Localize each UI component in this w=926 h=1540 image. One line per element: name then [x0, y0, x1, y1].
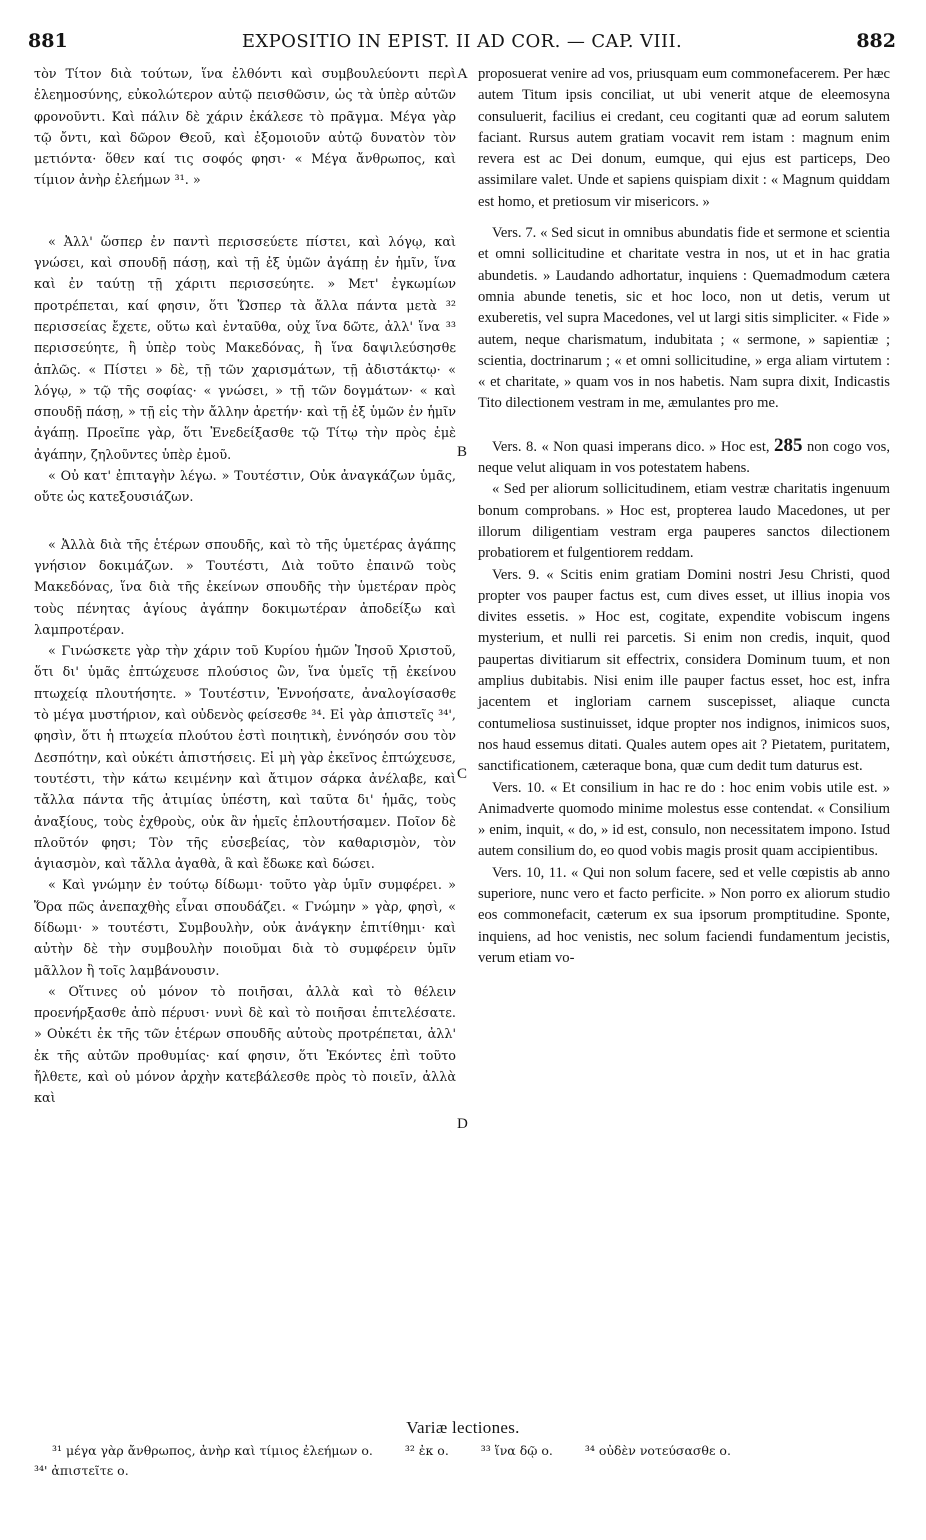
running-header: [28, 30, 896, 60]
latin-paragraph: proposuerat venire ad vos, priusquam eum commonefacerem. Per hæc autem Titum ipsis conciliat, ut ubi venerit atque de eleemosyna consuluerit, facilius ei credant, ceu cogitanti quæ ad eorum salutem faciant. Rursus autem gratiam vocavit rem istam : magnum enim revera est ac Dei donum, eumque, qui ejus est particeps, Deo assimilare valet. Unde et sapiens quispiam dixit : « Magnum quiddam est homo, et pretiosum vir misericors. »: [478, 66, 890, 210]
verse-label: Vers. 10.: [492, 779, 545, 796]
verse-label: Vers. 7.: [492, 225, 537, 242]
greek-paragraph: « Καὶ γνώμην ἐν τούτῳ δίδωμι· τοῦτο γὰρ ὑμῖν συμφέρει. » Ὅρα πῶς ἀνεπαχθὴς εἶναι σπουδάζει. « Γνώμην » γὰρ, φησὶ, « δίδωμι· » τουτέστι, Συμβουλὴν, οὐκ ἀνάγκην ἐπιτίθημι· καὶ αὐτὴν δὲ τὴν συμβουλὴν ποιοῦμαι διὰ τὸ συμφέρειν ὑμῖν μᾶλλον ἢ τοῖς λαμβάνουσιν.: [34, 878, 456, 979]
latin-column: [478, 64, 890, 969]
footnote: ³³ ἵνα δῷ ο.: [480, 1443, 553, 1458]
greek-paragraph: « Ἀλλὰ διὰ τῆς ἑτέρων σπουδῆς, καὶ τὸ τῆς ὑμετέρας ἀγάπης γνήσιον δοκιμάζων. » Τουτέστι, Διὰ τοῦτο ἐπαινῶ τοὺς Μακεδόνας, ἵνα διὰ τῆς ἐκείνων σπουδῆς τὴν ὑμετέραν πρὸς τοὺς πένητας ἁγίους ἀγάπην δοκιμωτέραν ἀποδείξω καὶ λαμπροτέραν.: [34, 537, 456, 638]
verse-label: Vers. 8.: [492, 438, 537, 455]
latin-paragraph: « Sed per aliorum sollicitudinem, etiam vestræ charitatis ingenuum bonum comprobans. » Hoc est, propterea laudo Macedones, ut per illorum diligentiam vestram erga pauperes sanctos dilectionem probatiorem et fulgentiorem reddam.: [478, 481, 890, 562]
verse-label: Vers. 10, 11.: [492, 864, 567, 881]
greek-paragraph: « Οἵτινες οὐ μόνον τὸ ποιῆσαι, ἀλλὰ καὶ τὸ θέλειν προενήρξασθε ἀπὸ πέρυσι· νυνὶ δὲ καὶ τὸ ποιῆσαι ἐπιτελέσατε. » Οὐκέτι ἐκ τῆς τῶν ἑτέρων σπουδῆς αὐτοὺς προτρέπεται, ἀλλ' ἐκ τῆς αὐτῶν προθυμίας· καί φησιν, ὅτι Ἑκόντες ἐπὶ τοῦτο ἤλθετε, καὶ οὐ μόνον ἀρχὴν κατεβάλεσθε πρὸς τὸ ποιεῖν, ἀλλὰ καὶ: [34, 984, 456, 1107]
running-title: EXPOSITIO IN EPIST. II AD COR. — CAP. VIII.: [241, 31, 683, 52]
footnote: ³¹ μέγα γὰρ ἄνθρωπος, ἀνὴρ καὶ τίμιος ἐλεήμων ο.: [52, 1443, 373, 1458]
margin-marker-a: A: [457, 66, 468, 82]
footnotes-line: [34, 1463, 894, 1478]
latin-paragraph: Vers. 10. « Et consilium in hac re do : hoc enim vobis utile est. » Animadverte quomodo minime molestus esse contendat. « Consilium » enim, inquit, « do, » id est, consulo, non necessitatem impono. Istud autem consilium do, eo quod vobis magis prosit quam accipientibus.: [478, 779, 890, 860]
latin-paragraph: Vers. 8. « Non quasi imperans dico. » Hoc est, 285 non cogo vos, neque velut aliquam in vos potestatem habens.: [478, 434, 891, 477]
margin-marker-c: C: [457, 766, 468, 782]
footnote: ³⁴ οὐδὲν νοτεύσασθε ο.: [584, 1443, 731, 1458]
latin-paragraph: Vers. 9. « Scitis enim gratiam Domini nostri Jesu Christi, quod propter vos pauper factus est, cum dives esset, ut illius inopia vos divites essetis. » Hoc est, cogitate, expendite vobiscum ingens mysterium, et nulli rei parcetis. Si enim non credis, inquit, quod paupertas divitiarum sit effectrix, considera Dominum tuum, et non amplius dubitabis. Nisi enim ille pauper factus esset, hoc est, infra jacentem et ingloriam carnem suscepisset, aliaque cuncta contumeliosa sustinuisset, idque propter nos indignos, inimicos suos, nos haud essemus ditati. Quales autem opes ait ? Pietatem, puritatem, sanctificationem, cæteraque bona, quæ cum dedit tum daturus est.: [478, 566, 890, 775]
greek-paragraph: « Ἀλλ' ὥσπερ ἐν παντὶ περισσεύετε πίστει, καὶ λόγῳ, καὶ γνώσει, καὶ σπουδῇ πάσῃ, καὶ τῇ ἐξ ὑμῶν ἀγάπῃ ἐν ἡμῖν, ἵνα καὶ ἐν ταύτῃ τῇ χάριτι περισσεύητε. » Μετ' ἐγκωμίων προτρέπεται, καί φησιν, ὅτι Ὥσπερ τὰ ἄλλα πάντα μετὰ ³² περισσείας ἔχετε, οὕτω καὶ ἐνταῦθα, οὐχ ἵνα δῶτε, ἀλλ' ἵνα ³³ περισσεύητε, ἢ ὑπὲρ τοὺς Μακεδόνας, ἢ ἵνα δαψιλεύσησθε ἁπλῶς. « Πίστει » δὲ, τῇ τῶν χαρισμάτων, τῇ ἀδιστάκτῳ· « λόγῳ, » τῷ τῆς σοφίας· « γνώσει, » τῇ τῶν δογμάτων· « καὶ σπουδῇ πάσῃ, » τῇ εἰς τὴν ἄλλην ἀρετήν· καὶ τῇ ἐξ ὑμῶν ἐν ἡμῖν ἀγάπῃ. Προεῖπε γὰρ, ὅτι Ἐνεδείξασθε τῷ Τίτῳ τὴν πρὸς ἐμὲ ἀγάπην, ζηλοῦντες ὑπὲρ ἐμοῦ.: [34, 234, 456, 463]
margin-marker-d: D: [457, 1116, 468, 1132]
verse-label: Vers. 9.: [492, 566, 540, 583]
page-number-right: 882: [856, 30, 896, 52]
margin-marker-b: B: [457, 444, 468, 460]
column-number: 285: [773, 434, 803, 456]
footnotes-line: [52, 1443, 912, 1458]
greek-column: [34, 64, 456, 1110]
footnote: ³² ἐκ ο.: [404, 1443, 449, 1458]
greek-paragraph: τὸν Τίτον διὰ τούτων, ἵνα ἐλθόντι καὶ συμβουλεύοντι περὶ ἐλεημοσύνης, εὐκολώτερον αὐτῷ πεισθῶσιν, ὡς τὰ ὑπὲρ αὐτῶν φρονοῦντι. Καὶ πάλιν δὲ χάριν ἐκάλεσε τὸ πρᾶγμα. Μέγα γὰρ τῷ ὄντι, καὶ δῶρον Θεοῦ, καὶ ἐξομοιοῦν αὐτῷ δυνατὸν τὸν μετιόντα· ὅθεν καί τις σοφός φησι· « Μέγα ἄνθρωπος, καὶ τίμιον ἀνὴρ ἐλεήμων ³¹. »: [34, 67, 456, 189]
page-number-left: 881: [28, 30, 68, 52]
variae-lectiones-title: Variæ lectiones.: [406, 1418, 520, 1437]
footnote: ³⁴' ἀπιστεῖτε ο.: [34, 1463, 129, 1478]
latin-paragraph: Vers. 10, 11. « Qui non solum facere, sed et velle cœpistis ab anno superiore, nunc vero et facto perficite. » Non porro ex aliorum studio eos commonefacit, cæterum ex sua ipsorum promptitudine. Sponte, inquiens, ad hoc venistis, nec solum faciendi fundamentum jecistis, verum etiam vo-: [478, 864, 890, 966]
latin-paragraph: Vers. 7. « Sed sicut in omnibus abundatis fide et sermone et scientia et omni sollicitudine et charitate vestra in nos, ut et in hac gratia abundetis. » Laudando adhortatur, inquiens : Quemadmodum cætera omnia abunde tenetis, sic et hoc loco, non ut detis, verum ut exuberetis, vel supra Macedones, vel ut largi sitis simpliciter. « Fide » autem, neque charismatum, indubitata ; « sermone, » sapientiæ ; scientia, doctrinarum ; « et omni sollicitudine, » erga aliam virtutem : « et charitate, » quam vos in nos habetis. Nam supra dixit, Indicastis Tito dilectionem vestram in me, æmulantes pro me.: [478, 225, 890, 412]
greek-paragraph: « Οὐ κατ' ἐπιταγὴν λέγω. » Τουτέστιν, Οὐκ ἀναγκάζων ὑμᾶς, οὔτε ὡς κατεξουσιάζων.: [34, 469, 456, 506]
greek-paragraph: « Γινώσκετε γὰρ τὴν χάριν τοῦ Κυρίου ἡμῶν Ἰησοῦ Χριστοῦ, ὅτι δι' ὑμᾶς ἐπτώχευσε πλούσιος ὢν, ἵνα ὑμεῖς τῇ ἐκείνου πτωχείᾳ πλουτήσητε. » Τουτέστιν, Ἐννοήσατε, ἀναλογίσασθε τὸ μέγα μυστήριον, καὶ οὐδενὸς φείσεσθε ³⁴. Εἰ γὰρ ἀπιστεῖς ³⁴', φησὶν, ὅτι ἡ πτωχεία πλούτου ἐστὶ ποιητικὴ, ἐννόησόν σου τὸν Δεσπότην, καὶ οὐκέτι ἀπιστήσεις. Εἰ μὴ γὰρ ἐκεῖνος ἐπτώχευσε, τουτέστι, τὴν κάτω κειμένην καὶ ἄτιμον σάρκα ἀνέλαβε, καὶ τἄλλα πάντα τῆς ἀτιμίας ὑπέστη, καὶ ταῦτα δι' ἡμᾶς, τοὺς ἀναξίους, τοὺς ἐχθροὺς, οὐκ ἂν ἡμεῖς ἐπλουτήσαμεν. Ποῖον δὲ πλοῦτόν φησι; Τὸν τῆς εὐσεβείας, τὸν καθαρισμὸν, τὸν ἁγιασμὸν, καὶ τἄλλα ἀγαθὰ, ἃ καὶ ἔδωκε καὶ δώσει.: [34, 644, 456, 873]
